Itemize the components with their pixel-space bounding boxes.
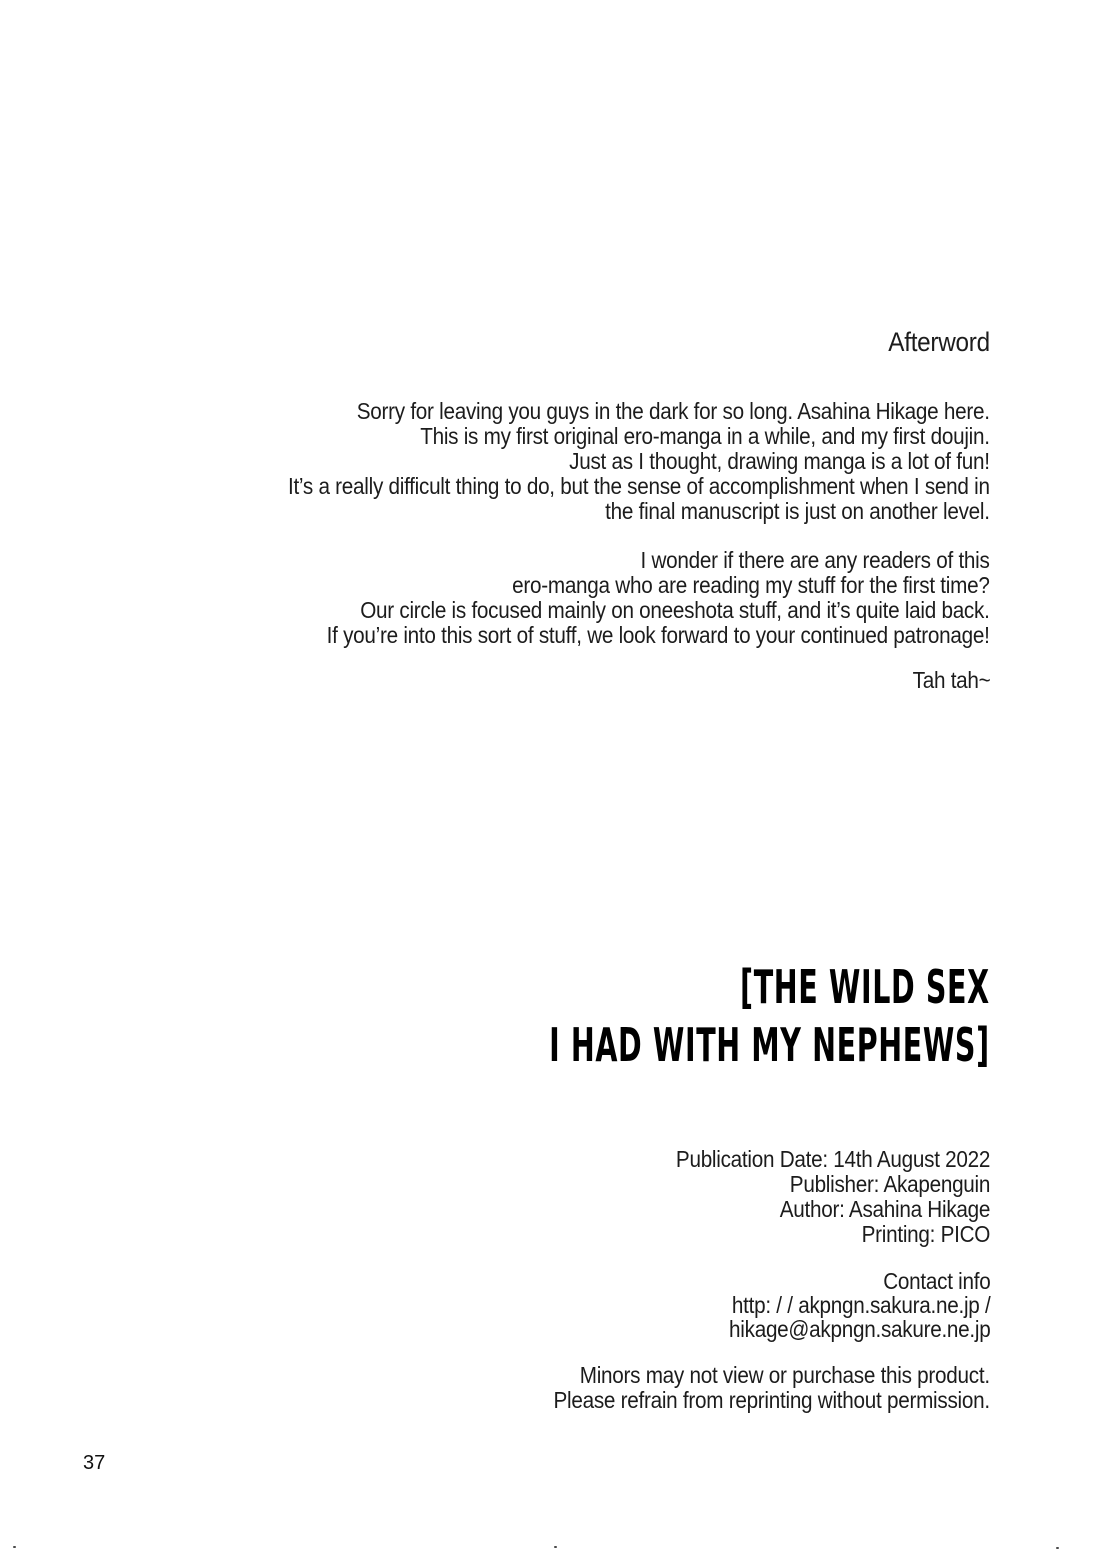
scan-speck (13, 1546, 16, 1548)
afterword-paragraph-1 (288, 399, 990, 524)
text-line: Our circle is focused mainly on oneeshota stuff, and it’s quite laid back. (360, 597, 991, 623)
doujin-title (549, 958, 990, 1074)
publication-info (676, 1147, 990, 1247)
scan-speck (554, 1546, 557, 1548)
disclaimer (554, 1363, 990, 1413)
text-line: This is my first original ero-manga in a while, and my first doujin. (420, 423, 990, 449)
text-line: ero-manga who are reading my stuff for the first time? (512, 572, 990, 598)
title-line-1: [THE WILD SEX (740, 960, 990, 1014)
contact-url: http: / / akpngn.sakura.ne.jp / (731, 1292, 990, 1318)
publisher: Publisher: Akapenguin (789, 1171, 990, 1197)
text-line: I wonder if there are any readers of this (640, 547, 990, 573)
disclaimer-line-2: Please refrain from reprinting without permission. (553, 1387, 990, 1413)
printing: Printing: PICO (861, 1221, 990, 1247)
signoff-text: Tah tah~ (912, 667, 990, 693)
scan-speck (1056, 1547, 1059, 1549)
title-line-2: I HAD WITH MY NEPHEWS] (549, 1018, 990, 1072)
contact-heading: Contact info (882, 1268, 990, 1294)
text-line: It’s a really difficult thing to do, but the sense of accomplishment when I send in (288, 473, 990, 499)
text-line: the final manuscript is just on another level. (605, 498, 990, 524)
afterword-heading: Afterword (888, 327, 990, 357)
text-line: Sorry for leaving you guys in the dark for so long. Asahina Hikage here. (357, 398, 990, 424)
contact-info (729, 1269, 990, 1341)
page-number: 37 (83, 1452, 106, 1474)
author: Author: Asahina Hikage (779, 1196, 990, 1222)
afterword-paragraph-2 (327, 548, 990, 648)
publication-date: Publication Date: 14th August 2022 (675, 1146, 990, 1172)
text-line: Just as I thought, drawing manga is a lot of fun! (569, 448, 990, 474)
text-line: If you’re into this sort of stuff, we look forward to your continued patronage! (327, 622, 990, 648)
contact-email: hikage@akpngn.sakure.ne.jp (728, 1316, 990, 1342)
disclaimer-line-1: Minors may not view or purchase this product. (579, 1362, 990, 1388)
